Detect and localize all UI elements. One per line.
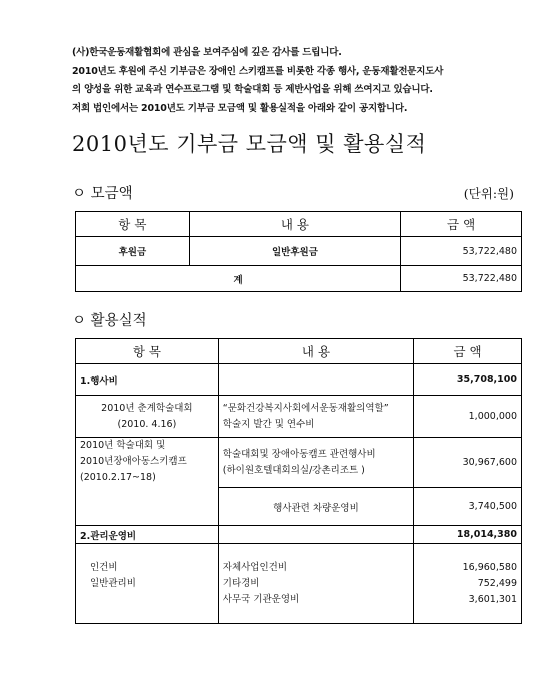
content-line: 학술대회및 장애아동캠프 관련행사비 (222, 448, 376, 460)
usage-table (75, 338, 522, 624)
amount-line: 16,960,580 (462, 561, 517, 573)
item-line: (2010.2.17~18) (80, 472, 156, 483)
content-line: 사무국 기관운영비 (222, 593, 300, 605)
intro-line: (사)한국운동재활협회에 관심을 보여주심에 깊은 감사를 드립니다. (72, 47, 342, 58)
content-line: 자체사업인건비 (222, 561, 288, 573)
cell-amount (414, 544, 522, 624)
intro-line: 2010년도 후원에 주신 기부금은 장애인 스키캠프를 비롯한 각종 행사, 운동재활전문지도사 (72, 65, 444, 77)
total-label: 계 (76, 266, 401, 292)
category-amount: 18,014,380 (414, 526, 522, 544)
total-row (76, 266, 522, 292)
header-content: 내 용 (218, 339, 413, 364)
cell-amount: 3,740,500 (414, 488, 522, 526)
cell-item (76, 438, 219, 526)
category-label: 2.관리운영비 (76, 526, 219, 544)
category-amount: 35,708,100 (414, 364, 522, 396)
category-content (218, 364, 413, 396)
header-item: 항 목 (76, 339, 219, 364)
cell-content: 행사관련 차량운영비 (218, 488, 413, 526)
amount-line: 752,499 (477, 577, 517, 589)
table-row (76, 237, 522, 266)
table-row (76, 438, 522, 488)
cell-content (218, 396, 413, 438)
cell-amount: 53,722,480 (401, 237, 522, 266)
cell-content (218, 438, 413, 488)
item-line: 인건비 (90, 561, 118, 573)
content-line: (하이원호텔대회의실/강촌리조트 ) (222, 464, 365, 476)
content-line: “문화건강복지사회에서운동재활의역할” (222, 402, 389, 414)
item-line: 2010년 학술대회 및 (80, 440, 166, 451)
cell-item: 후원금 (76, 237, 190, 266)
category-content (218, 526, 413, 544)
item-line: 일반관리비 (90, 577, 136, 589)
cell-content: 일반후원금 (189, 237, 400, 266)
header-item: 항 목 (76, 212, 190, 237)
content-line: 학술지 발간 및 연수비 (222, 418, 315, 430)
donation-table (75, 211, 522, 292)
table-row (76, 544, 522, 624)
intro-line: 의 양성을 위한 교육과 연수프로그램 및 학술대회 등 제반사업을 위해 쓰여지고 있습니다. (72, 84, 433, 95)
header-amount: 금 액 (401, 212, 522, 237)
cell-amount: 1,000,000 (414, 396, 522, 438)
category-row (76, 364, 522, 396)
intro-text (72, 44, 522, 118)
header-amount: 금 액 (414, 339, 522, 364)
intro-line: 저희 법인에서는 2010년도 기부금 모금액 및 활용실적을 아래와 같이 공지합니다. (72, 102, 408, 114)
cell-item (76, 396, 219, 438)
category-row (76, 526, 522, 544)
cell-content (218, 544, 413, 624)
item-line: (2010. 4.16) (117, 418, 177, 430)
content-line: 기타경비 (222, 577, 260, 589)
unit-label: (단위:원) (463, 186, 514, 201)
header-content: 내 용 (189, 212, 400, 237)
item-line: 2010년 춘계학술대회 (101, 402, 193, 414)
amount-line: 3,601,301 (468, 593, 517, 605)
cell-item (76, 544, 219, 624)
item-line: 2010년장애아동스키캠프 (80, 456, 187, 467)
table-header-row (76, 212, 522, 237)
table-row (76, 396, 522, 438)
section-heading-usage: ㅇ 활용실적 (72, 313, 147, 329)
cell-amount: 30,967,600 (414, 438, 522, 488)
section-heading-donations: ㅇ 모금액 (72, 186, 133, 202)
page-title: 2010년도 기부금 모금액 및 활용실적 (72, 132, 427, 156)
category-label: 1.행사비 (76, 364, 219, 396)
table-header-row (76, 339, 522, 364)
total-amount: 53,722,480 (401, 266, 522, 292)
